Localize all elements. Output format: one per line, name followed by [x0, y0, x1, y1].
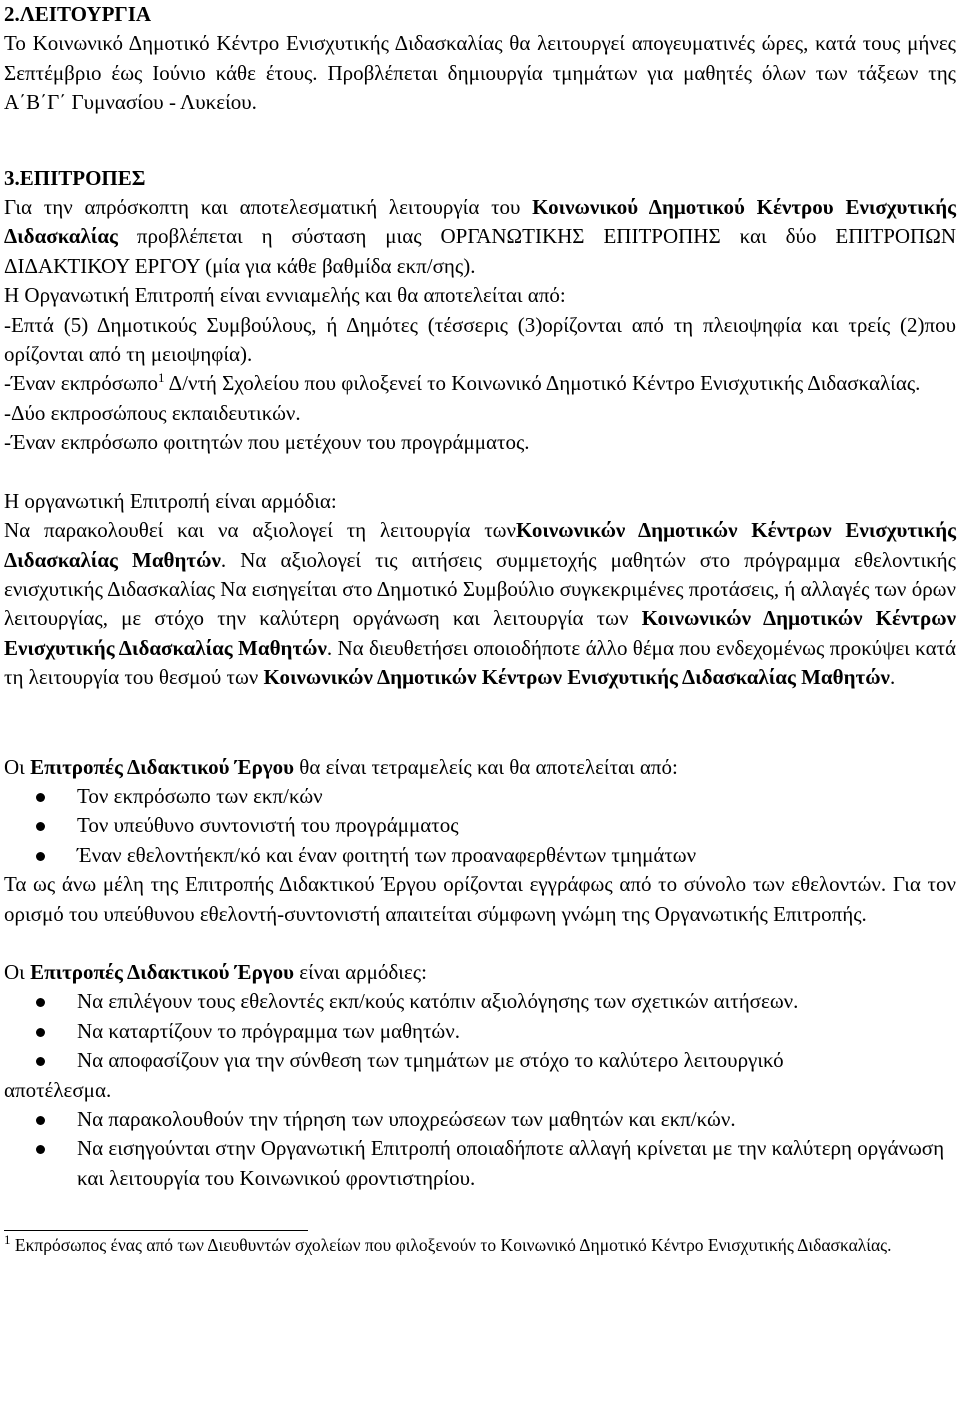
- list-item-text: Να αποφασίζουν για την σύνθεση των τμημάτων με στόχο το καλύτερο λειτουργικό: [77, 1048, 784, 1073]
- principal-text-a: -Έναν εκπρόσωπο: [4, 371, 159, 396]
- list-item: [4, 811, 956, 840]
- committees-text-c: προβλέπεται η σύσταση μιας ΟΡΓΑΝΩΤΙΚΗΣ ΕΠΙΤΡΟΠΗΣ και δύο ΕΠΙΤΡΟΠΩΝ ΔΙΔΑΚΤΙΚΟΥ ΕΡΓΟΥ (μία για κάθε βαθμίδα εκπ/σης).: [4, 224, 956, 278]
- committees-text-bold: Κοινωνικού Δημοτικού Κέντρου Ενισχυτικής Διδασκαλίας: [4, 195, 956, 249]
- bullet-icon: [36, 1116, 45, 1125]
- teach-duties-list: [4, 987, 956, 1075]
- bullet-icon: [36, 793, 45, 802]
- footnote-separator: [4, 1230, 308, 1231]
- teach-duties-intro-bold: Επιτροπές Διδακτικού Έργου: [30, 959, 295, 984]
- list-item: [4, 1046, 956, 1075]
- org-member-students: -Έναν εκπρόσωπο φοιτητών που μετέχουν του προγράμματος.: [4, 430, 530, 455]
- teach-duties-intro-a: Οι: [4, 959, 31, 984]
- list-item: [4, 1017, 956, 1046]
- org-member-principal: [4, 369, 956, 398]
- bullet-icon: [36, 1057, 45, 1066]
- bullet-icon: [36, 1145, 45, 1154]
- teach-comp-intro-a: Οι: [4, 754, 31, 779]
- list-item: [4, 1105, 956, 1134]
- committees-text-a: Για την απρόσκοπτη και αποτελεσματική λειτουργία του: [4, 195, 533, 220]
- teach-duties-list-2: [4, 1105, 956, 1193]
- org-duties-t4: .: [889, 665, 896, 690]
- footnote-number: 1: [4, 1232, 11, 1248]
- teach-comp-intro-c: θα είναι τετραμελείς και θα αποτελείται από:: [294, 754, 678, 779]
- list-item: [4, 782, 956, 811]
- teach-comp-list: [4, 782, 956, 870]
- list-item: [4, 1134, 956, 1193]
- section-3-heading: 3.ΕΠΙΤΡΟΠΕΣ: [4, 165, 146, 190]
- org-duties-b2: Κοινωνικών Δημοτικών Κέντρων Ενισχυτικής Διδασκαλίας Μαθητών: [4, 606, 957, 660]
- org-duties-b3: Κοινωνικών Δημοτικών Κέντρων Ενισχυτικής Διδασκαλίας Μαθητών: [263, 665, 890, 690]
- teach-comp-after: Τα ως άνω μέλη της Επιτροπής Διδακτικού Έργου ορίζονται εγγράφως από το σύνολο των εθελοντών. Για τον ορισμό του υπεύθυνου εθελοντή-συντονιστή απαιτείται σύμφωνη γνώμη της Οργανωτικής Επιτροπής.: [4, 872, 956, 926]
- org-member-teachers: -Δύο εκπροσώπους εκπαιδευτικών.: [4, 400, 301, 425]
- section-2-text: Το Κοινωνικό Δημοτικό Κέντρο Ενισχυτικής Διδασκαλίας θα λειτουργεί απογευματινές ώρες, κατά τους μήνες Σεπτέμβριο έως Ιούνιο κάθε έτους. Προβλέπεται δημιουργία τμημάτων για μαθητές όλων των τάξεων της Α΄Β΄Γ΄ Γυμνασίου - Λυκείου.: [4, 31, 956, 115]
- org-duties-text: [4, 516, 956, 692]
- org-duties-t1: Να παρακολουθεί και να αξιολογεί τη λειτουργία των: [4, 518, 516, 543]
- list-item-text: Να επιλέγουν τους εθελοντές εκπ/κούς κατόπιν αξιολόγησης των σχετικών αιτήσεων.: [77, 989, 799, 1014]
- bullet-icon: [36, 822, 45, 831]
- org-duties-b1: Κοινωνικών Δημοτικών Κέντρων Ενισχυτικής Διδασκαλίας Μαθητών: [4, 518, 956, 572]
- footnote-text: Εκπρόσωπος ένας από των Διευθυντών σχολείων που φιλοξενούν το Κοινωνικό Δημοτικό Κέντρο Ενισχυτικής Διδασκαλίας.: [10, 1235, 892, 1256]
- teach-comp-intro-bold: Επιτροπές Διδακτικού Έργου: [30, 754, 295, 779]
- list-item-text: Τον εκπρόσωπο των εκπ/κών: [77, 783, 323, 808]
- principal-text-b: Δ/ντή Σχολείου που φιλοξενεί το Κοινωνικό Δημοτικό Κέντρο Ενισχυτικής Διδασκαλίας.: [164, 371, 921, 396]
- footnote-ref: 1: [158, 370, 165, 386]
- list-item: [4, 987, 956, 1016]
- teach-comp-intro: [4, 753, 956, 782]
- list-item-text: Να καταρτίζουν το πρόγραμμα των μαθητών.: [77, 1018, 461, 1043]
- org-member-councillors: -Επτά (5) Δημοτικούς Συμβούλους, ή Δημότες (τέσσερις (3)ορίζονται από τη πλειοψηφία και τρείς (2)που ορίζονται από τη μειοψηφία).: [4, 312, 956, 367]
- org-committee-composition: Η Οργανωτική Επιτροπή είναι εννιαμελής και θα αποτελείται από:: [4, 283, 566, 308]
- list-item-text: Έναν εθελοντήεκπ/κό και έναν φοιτητή των προαναφερθέντων τμημάτων: [77, 842, 697, 867]
- bullet-icon: [36, 852, 45, 861]
- footnote: [4, 1233, 956, 1258]
- section-2-heading: 2.ΛΕΙΤΟΥΡΓΙΑ: [4, 2, 152, 26]
- list-item-text: Να εισηγούνται στην Οργανωτική Επιτροπή οποιαδήποτε αλλαγή κρίνεται με την καλύτερη οργάνωση και λειτουργία του Κοινωνικού φροντιστηρίου.: [77, 1136, 945, 1190]
- bullet-icon: [36, 1028, 45, 1037]
- list-item: [4, 841, 956, 870]
- committees-paragraph: [4, 193, 956, 281]
- teach-duties-intro-c: είναι αρμόδιες:: [294, 959, 427, 984]
- teach-duties-intro: [4, 958, 956, 987]
- teach-duties-continuation: αποτέλεσμα.: [4, 1077, 112, 1102]
- org-duties-t2: . Να αξιολογεί τις αιτήσεις συμμετοχής μαθητών στο πρόγραμμα εθελοντικής ενισχυτικής Διδασκαλίας Να εισηγείται στο Δημοτικό Συμβούλιο συγκεκριμένες προτάσεις, ή αλλαγές των όρων λειτουργίας, με στόχο την καλύτερη οργάνωση και λειτουργία των: [4, 547, 956, 631]
- bullet-icon: [36, 998, 45, 1007]
- org-duties-t3: . Να διευθετήσει οποιοδήποτε άλλο θέμα που ενδεχομένως προκύψει κατά τη λειτουργία του θεσμού των: [4, 635, 957, 690]
- list-item-text: Τον υπεύθυνο συντονιστή του προγράμματος: [77, 813, 459, 838]
- list-item-text: Να παρακολουθούν την τήρηση των υποχρεώσεων των μαθητών και εκπ/κών.: [77, 1107, 736, 1131]
- org-duties-intro: Η οργανωτική Επιτροπή είναι αρμόδια:: [4, 488, 337, 513]
